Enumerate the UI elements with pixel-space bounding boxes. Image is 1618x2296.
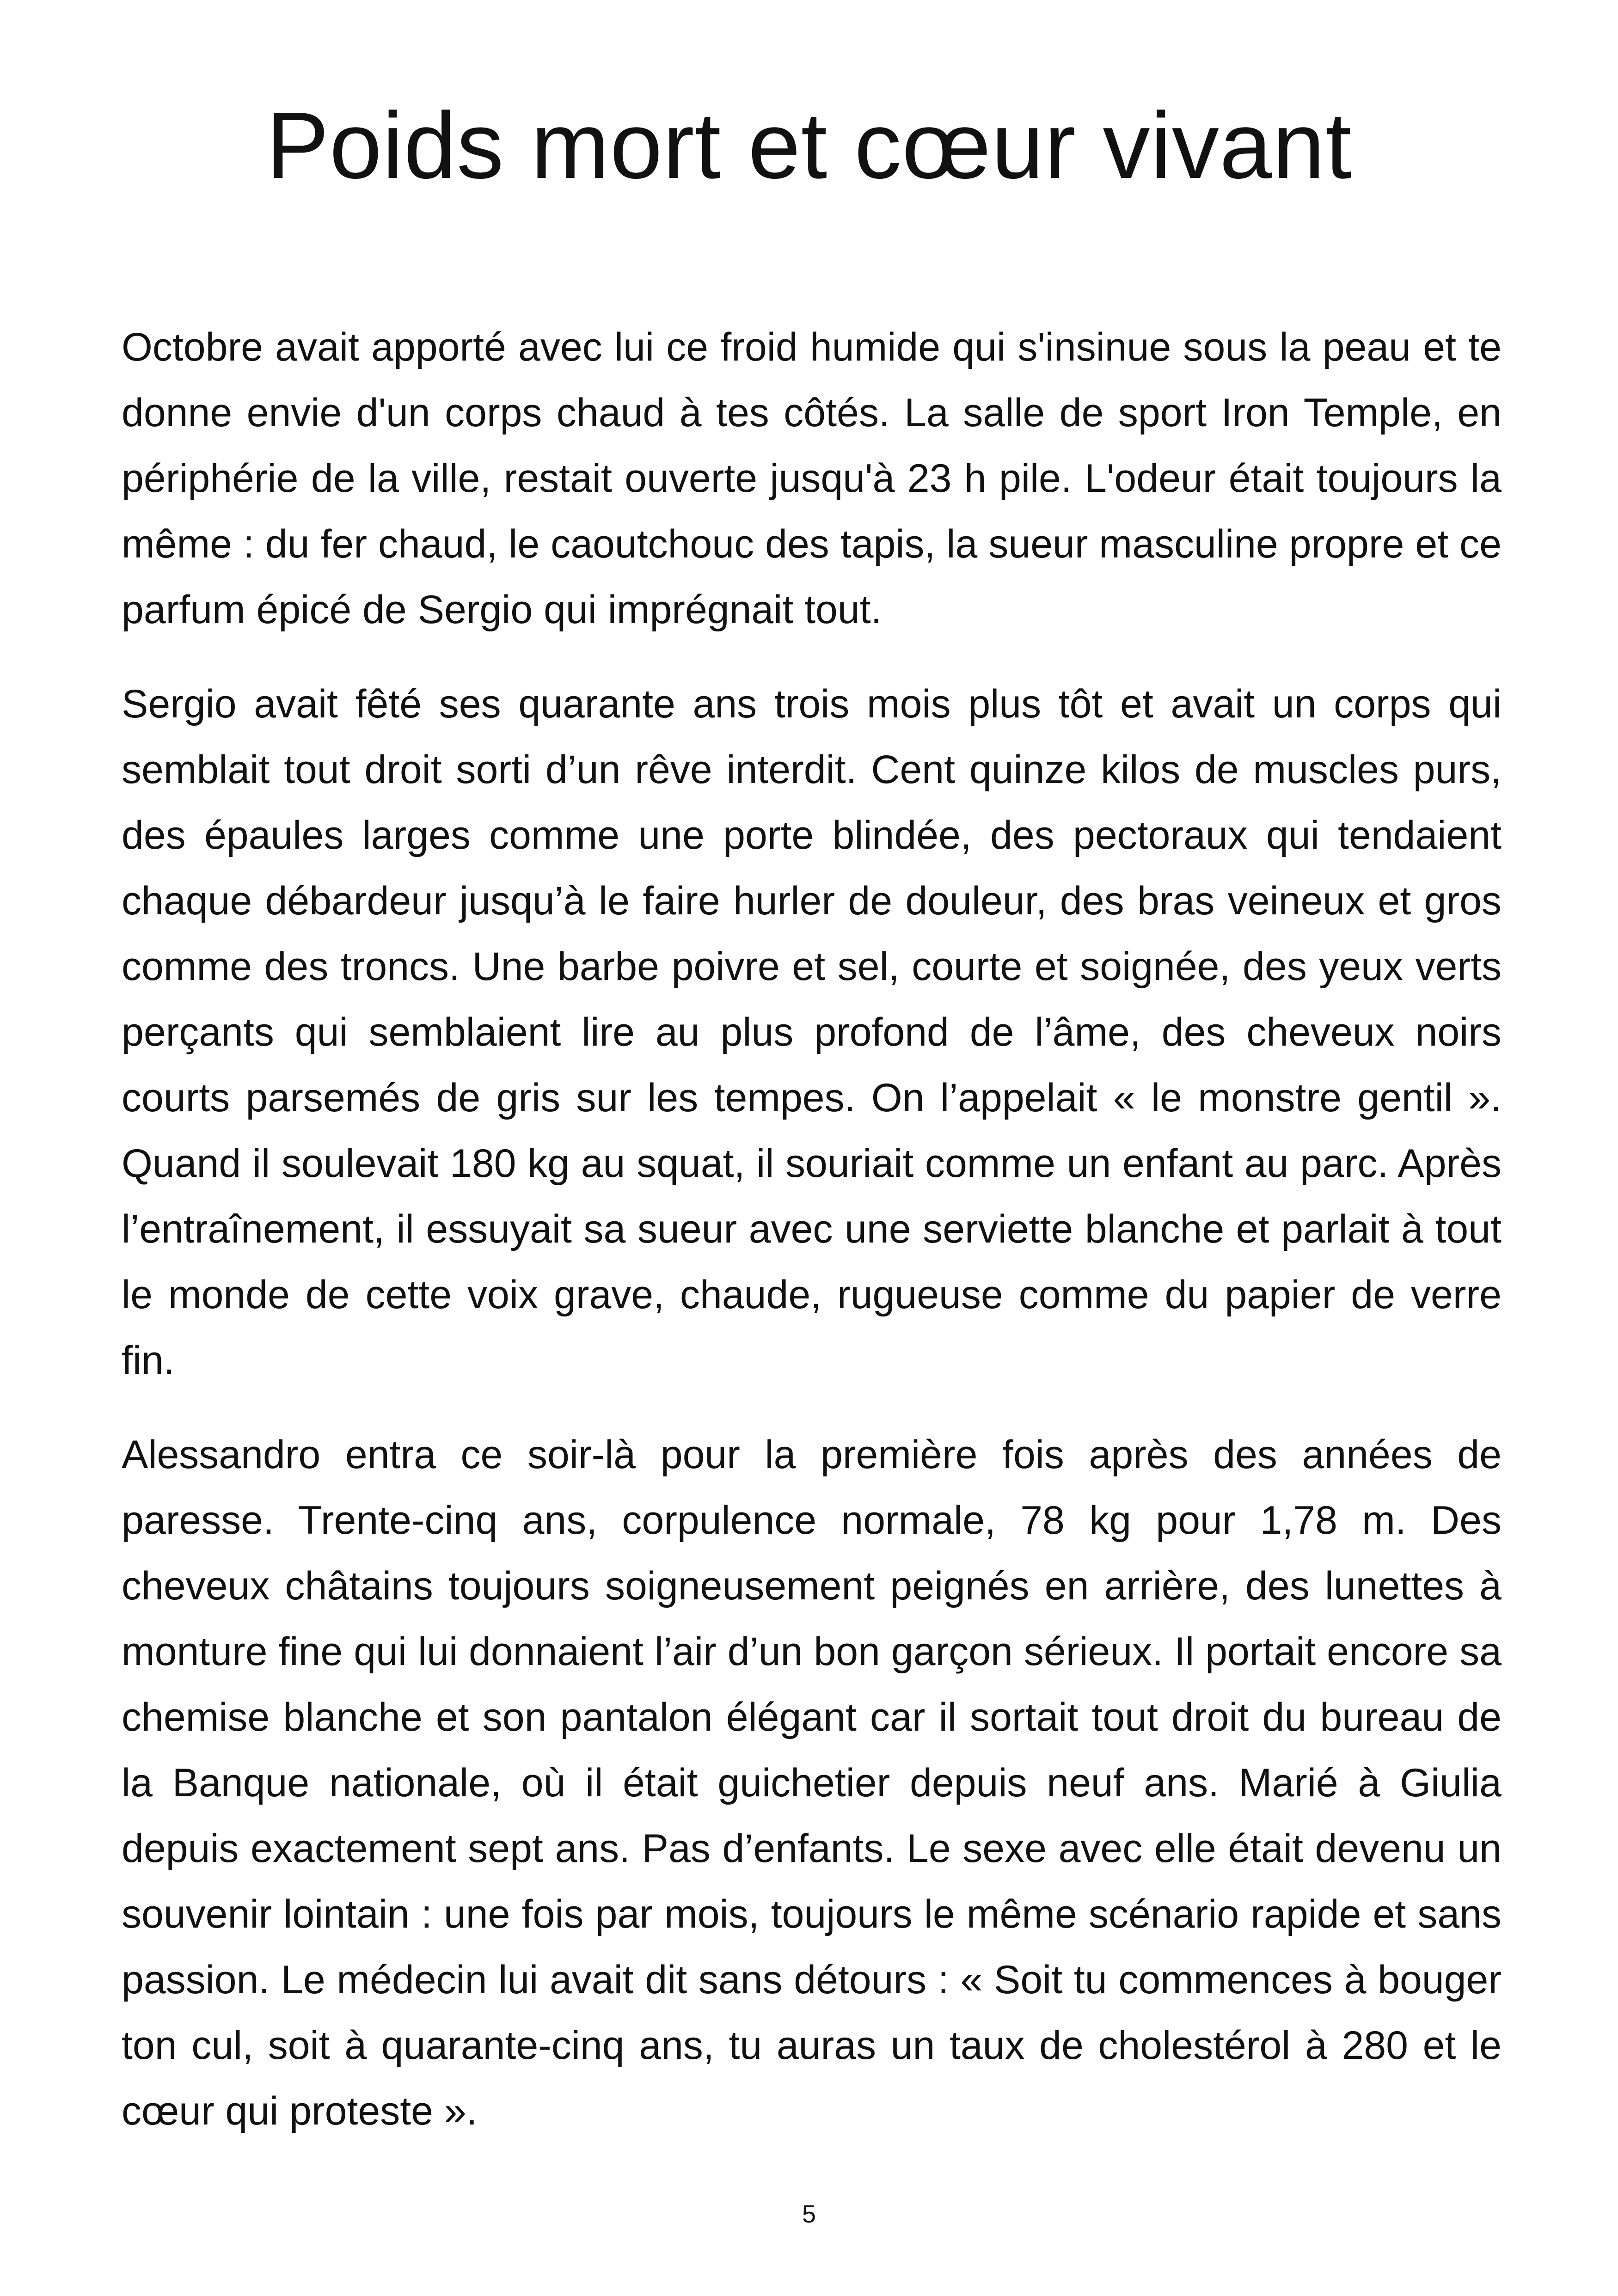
paragraph-1: Octobre avait apporté avec lui ce froid humide qui s'insinue sous la peau et te donne envie d'un corps chaud à tes côtés. La salle de sport Iron Temple, en périphérie de la ville, restait ouverte jusqu'à 23 h pile. L'odeur était toujours la même : du fer chaud, le caoutchouc des tapis, la sueur masculine propre et ce parfum épicé de Sergio qui imprégnait tout. xyxy=(122,325,1502,632)
page-title: Poids mort et cœur vivant xyxy=(266,93,1352,198)
paragraph-3: Alessandro entra ce soir-là pour la première fois après des années de paresse. Trente-cinq ans, corpulence normale, 78 kg pour 1,78 m. Des cheveux châtains toujours soigneusement peignés en arrière, des lunettes à monture fine qui lui donnaient l’air d’un bon garçon sérieux. Il portait encore sa chemise blanche et son pantalon élégant car il sortait tout droit du bureau de la Banque nationale, où il était guichetier depuis neuf ans. Marié à Giulia depuis exactement sept ans. Pas d’enfants. Le sexe avec elle était devenu un souvenir lointain : une fois par mois, toujours le même scénario rapide et sans passion. Le médecin lui avait dit sans détours : « Soit tu commences à bouger ton cul, soit à quarante-cinq ans, tu auras un taux de cholestérol à 280 et le cœur qui proteste ». xyxy=(122,1433,1502,2133)
paragraph-2: Sergio avait fêté ses quarante ans trois mois plus tôt et avait un corps qui semblait tout droit sorti d’un rêve interdit. Cent quinze kilos de muscles purs, des épaules larges comme une porte blindée, des pectoraux qui tendaient chaque débardeur jusqu’à le faire hurler de douleur, des bras veineux et gros comme des troncs. Une barbe poivre et sel, courte et soignée, des yeux verts perçants qui semblaient lire au plus profond de l’âme, des cheveux noirs courts parsemés de gris sur les tempes. On l’appelait « le monstre gentil ». Quand il soulevait 180 kg au squat, il souriait comme un enfant au parc. Après l’entraînement, il essuyait sa sueur avec une serviette blanche et parlait à tout le monde de cette voix grave, chaude, rugueuse comme du papier de verre fin. xyxy=(122,682,1502,1383)
body-text xyxy=(122,314,1502,2173)
page-number: 5 xyxy=(802,2200,816,2228)
